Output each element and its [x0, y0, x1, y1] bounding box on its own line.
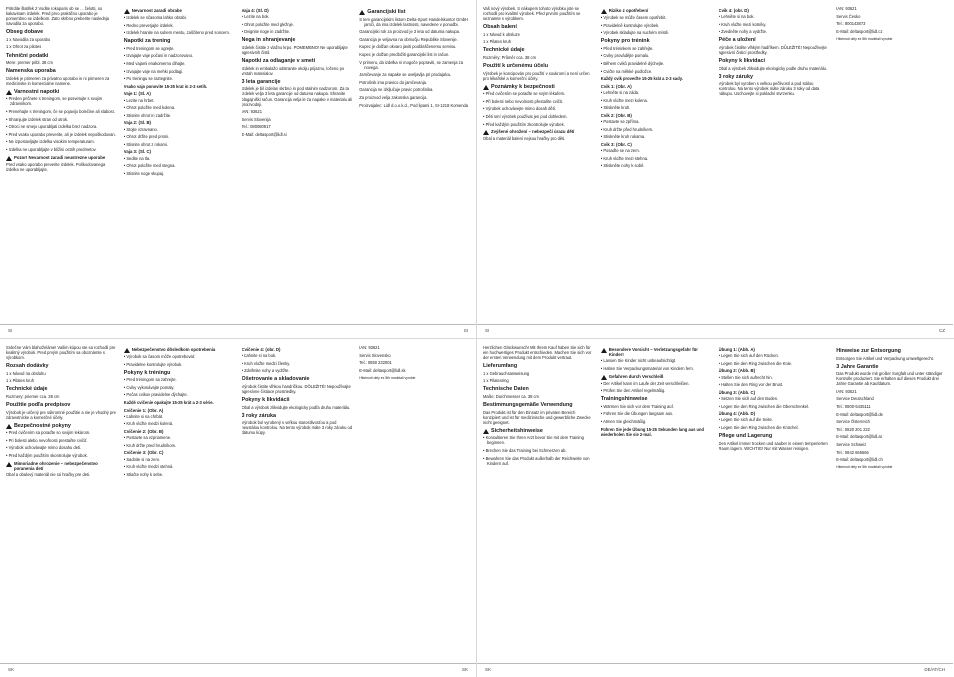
paragraph: Vsako vajo ponovite 15-25 krat in 2-3 setih. — [123, 83, 208, 89]
section-heading: Použitie podľa predpisov — [6, 402, 71, 409]
list-item: • Kruh vložte medzi kolená. — [124, 421, 235, 426]
list-item: • Pred každým použitím skontrolujte výrobok. — [6, 453, 117, 458]
list-item: • Děti smí výrobek používat jen pod dohledem. — [483, 114, 594, 119]
address-line: E-Mail: deltasport@lidl.ch — [836, 457, 883, 463]
section-heading: Pokyny k tréningu — [123, 369, 171, 376]
section-heading: Cvik 2: (Obr. B) — [600, 112, 632, 118]
intro-text: Herzlichen Glückwunsch! Mit Ihrem Kauf haben Sie sich für ein hochwertiges Produkt entschieden. Machen Sie sich vor der ersten Verwendung mit dem Produkt vertraut. — [483, 345, 592, 361]
list-item: • Kruh držte před hrudníkem. — [601, 127, 712, 132]
paragraph: Každé cvičenie opakujte 15-25 krát a 2-3 série. — [123, 399, 214, 405]
warning-heading: Bezpečnostné pokyny — [6, 423, 117, 429]
column — [601, 6, 712, 324]
list-item: • Pravidelně kontrolujte výrobek. — [601, 23, 712, 28]
list-item: 1 x Návod na obsluhu — [6, 370, 46, 376]
section-heading: Nega in shranjevanje — [241, 37, 296, 44]
list-item: • Ne izpostavljajte izdelka visokim temperaturam. — [6, 139, 117, 144]
warning-icon — [6, 156, 12, 161]
list-item: • Halten Sie den Ring vor der Brust. — [719, 382, 830, 387]
page-si-1 — [0, 0, 476, 338]
list-item: • Cviky vykonávajte pomaly. — [124, 385, 235, 390]
section-heading: Obsah balení — [483, 24, 517, 31]
section-heading: Namenska uporaba — [6, 68, 56, 75]
list-item: • Kruh vložte medzi stehná. — [124, 464, 235, 469]
service-address — [242, 117, 353, 137]
paragraph: Mere: premer pribl. 38 cm — [6, 60, 53, 66]
list-item: • Výrobek skladujte na suchém místě. — [601, 30, 712, 35]
section-heading: Péče a uložení — [718, 37, 756, 44]
address-line: Service Österreich — [836, 419, 870, 425]
section-heading: Cvičenie 4: (obr. D) — [241, 347, 281, 352]
warning-heading: Varnostni napotki — [6, 89, 117, 95]
warning-icon — [601, 375, 607, 380]
list-item: • Legen Sie den Ring zwischen die Oberschenkel. — [719, 404, 830, 409]
footer-rule — [0, 663, 476, 664]
list-item: • Po treningu se raztegnite. — [124, 76, 235, 81]
page-language-code: SI — [485, 328, 490, 333]
paragraph: Den Artikel immer trocken und sauber in einem temperierten Raum lagern. WICHTIG! Nur mit Wasser reinigen. — [718, 440, 828, 451]
ian-number: IAN: 93621 — [836, 388, 857, 394]
warning-heading: Nebezpečenstvo dôsledkom opotrebenia — [124, 347, 235, 353]
paragraph: Izdelek čistite z vlažno krpo. POMEMBNO! Ne uporabljajte agresivnih čistil. — [241, 44, 348, 56]
list-item: • Ohrot položite med kolena. — [124, 105, 235, 110]
column — [124, 6, 235, 324]
address-line: E-Mail: deltasport@lidl.cz — [836, 28, 883, 34]
section-heading: Hinweise zur Entsorgung — [836, 348, 901, 354]
list-item: 1 x Ohrot za pilotes — [6, 44, 42, 50]
paragraph: Das Produkt wurde mit großer Sorgfalt und unter ständiger Kontrolle produziert. Sie erhalten auf dieses Produkt drei Jahre Garantie ab Kaufdatum. — [836, 371, 943, 387]
warning-icon — [483, 85, 489, 90]
section-heading: Pokyny k likvidácii — [241, 397, 290, 404]
intro-text: Srdečne Vám blahoželáme! Vašim kúpou ste sa rozhodli pre kvalitný výrobok. Pred prvým použitím sa oboznámte s výrobkom. — [6, 345, 116, 361]
list-item: • Setzen Sie sich auf den Boden. — [719, 396, 830, 401]
column — [836, 6, 947, 324]
list-item: • Stiskněte kruh rukama. — [601, 134, 712, 139]
paragraph: Izdelek je bil izdelan skrbno in pod stalnim nadzorom. Za ta izdelek velja 3 leta garancije od datuma nakupa. Shranite blagajniški račun. Garancija velja le za napake v materialu ali proizvodnji. — [241, 86, 353, 107]
column — [6, 6, 117, 324]
section-heading: Napotki za trening — [123, 38, 171, 45]
list-item: • Legen Sie sich auf die Seite. — [719, 417, 830, 422]
list-item: • Stisnite noge skupaj. — [124, 171, 235, 176]
paragraph: Entsorgen Sie Artikel und Verpackung umweltgerecht. — [836, 355, 934, 361]
section-heading: Vaja 4: (Sl. D) — [241, 8, 269, 13]
section-heading: 3 roky záruky — [718, 73, 753, 80]
list-item: • Lehněte si na záda. — [601, 90, 712, 95]
list-item: • Stiskněte kruh. — [601, 105, 712, 110]
page-language-code: SK — [461, 667, 468, 672]
warning-icon — [6, 90, 12, 95]
section-heading: Technické údaje — [6, 386, 48, 393]
footer-rule — [477, 663, 953, 664]
warning-icon — [359, 10, 365, 15]
section-heading: Vaja 3: (Sl. C) — [123, 149, 151, 155]
list-item: • Posaďte se na zem. — [601, 148, 712, 153]
service-address — [359, 353, 470, 373]
column — [836, 345, 947, 663]
section-heading: Garancijski list — [359, 9, 470, 15]
paragraph: Výrobek čistěte vlhkým hadříkem. DŮLEŽITÉ! Nepoužívejte agresivní čisticí prostředky. — [718, 44, 827, 56]
section-heading: Übung 2: (Abb. B) — [718, 368, 756, 374]
list-item: • Stlačte nohy k sebe. — [124, 472, 235, 477]
list-item: • Výrobek uchovávejte mimo dosah dětí. — [483, 106, 594, 111]
list-item: S tem garancijskim listom Delta-Sport Handelskontor GmbH jamči, da ima izdelek lastnosti, navedene v ponudbi. — [359, 16, 468, 27]
list-item: • Před každým použitím zkontrolujte výrobek. — [483, 122, 594, 127]
column — [242, 345, 353, 663]
section-heading: Technische Daten — [483, 386, 529, 393]
section-heading: Napotki za odlaganje v smeti — [241, 58, 316, 65]
section-heading: Übung 3: (Abb. C) — [718, 389, 756, 395]
address-line: E-Mail: deltasport@lidl.de — [836, 411, 883, 417]
list-item: • Kruh vložte mezi kolena. — [601, 98, 712, 103]
section-heading: Cvik 4: (obr. D) — [718, 8, 749, 13]
list-item: • Během cviků pravidelně dýchejte. — [601, 61, 712, 66]
list-item: • Lehněte si na bok. — [719, 14, 830, 19]
address-line: Service Schweiz — [836, 442, 867, 448]
list-item: • Wärmen Sie sich vor dem Training auf. — [601, 404, 712, 409]
warning-icon — [124, 9, 130, 14]
list-item: • Zvedněte nohy a vydržte. — [719, 29, 830, 34]
list-item: • Postavte se zpříma. — [601, 119, 712, 124]
list-item: 1 x Pilates kruh — [6, 378, 34, 384]
service-address — [836, 14, 947, 34]
list-item: • Der Artikel kann im Laufe der Zeit verschleißen. — [601, 381, 712, 386]
intro-text: Vaš nový výrobek. S nákupem tohoto výrobku jste se rozhodli pro kvalitní výrobek. Před prvním použitím se seznamte s výrobkem. — [483, 6, 581, 22]
list-item: • Preden pričnete s treningom, se posvetujte s svojim zdravnikom. — [6, 96, 117, 106]
list-item: • Izdelek hranite na suhem mestu, zaščiteno pred soncem. — [124, 30, 235, 35]
list-item: • Ohrot držite pred prsmi. — [124, 134, 235, 139]
paragraph: Výrobok je určený pre súkromné použitie a nie je vhodný pre zdravotnícke a komerčné účely. — [6, 409, 116, 420]
section-heading: Pokyny k likvidaci — [718, 58, 765, 65]
list-item: • Izdelka ne uporabljajte v bližini ostrih predmetov. — [6, 147, 117, 152]
paragraph: Výrobek je koncipován pro použití v soukromí a není určen pro lékařské a komerční účely. — [483, 70, 590, 81]
list-item: Kupec je dolžan predložiti garancijski list in račun. — [359, 51, 450, 57]
paragraph: Izdelek in embalažo odstranite okolju prijazno, ločeno po vrstah materialov. — [241, 65, 345, 76]
list-item: Garancija je veljavna na območju Republike Slovenije. — [359, 36, 458, 42]
list-item: 1 x Pilatesring — [483, 378, 509, 384]
list-item: • Pred cvičením sa poraďte so svojim lekárom. — [6, 430, 117, 435]
service-address — [836, 396, 947, 462]
list-item: • Legen Sie sich auf den Rücken. — [719, 353, 830, 358]
list-item: • Prüfen Sie den Artikel regelmäßig. — [601, 388, 712, 393]
column — [242, 6, 353, 324]
list-item: • Postavte sa vzpriamene. — [124, 435, 235, 440]
warning-icon — [601, 9, 607, 14]
warning-icon — [483, 429, 489, 434]
list-item: • Bewahren Sie das Produkt außerhalb der Reichweite von Kindern auf. — [483, 456, 594, 466]
list-item: 1 x Gebrauchsanweisung — [483, 370, 530, 376]
footer-rule — [0, 324, 476, 325]
list-item: 1 x Návod k obsluze — [483, 31, 520, 37]
section-heading: Pflege und Lagerung — [718, 433, 773, 440]
column — [483, 345, 594, 663]
section-heading: Rozsah dodávky — [6, 363, 49, 370]
list-item: Potrošnik ima pravico do jamčevanja. — [359, 79, 428, 85]
list-item: • Prenehajte s treningom, če se pojavijo bolečine ali slabost. — [6, 109, 117, 114]
list-item: • Stiskněte nohy k sobě. — [601, 163, 712, 168]
list-item: • Pred vsako uporabo preverite, ali je izdelek nepoškodovan. — [6, 132, 117, 137]
list-item: • Legen Sie den Ring zwischen die Knie. — [719, 361, 830, 366]
section-heading: Cvik 1: (Obr. A) — [600, 83, 632, 89]
section-heading: Použití k určenému účelu — [483, 63, 549, 70]
section-heading: Cvik 3: (Obr. C) — [600, 141, 632, 147]
list-item: • Halten Sie Verpackungsmaterial von Kindern fern. — [601, 366, 712, 371]
paragraph: Každý cvik proveďte 15-25 krát a 2-3 sady. — [600, 76, 683, 82]
section-heading: 3 roky záruka — [241, 412, 276, 419]
page-de-1 — [477, 339, 953, 677]
warning-icon — [483, 130, 489, 135]
page-cz-1 — [477, 0, 953, 338]
list-item: • Shranjujte izdelek stran od otrok. — [6, 117, 117, 122]
section-heading: Vaje 1: (Sl. A) — [123, 91, 151, 97]
ian-number: IAN: 93621 — [836, 6, 857, 11]
address-line: Tel.: 0842 665566 — [836, 449, 869, 455]
list-item: • Ľahnite si na bok. — [242, 353, 353, 358]
intro-text: Pritrdite šlatifek 2 Vodite rokoparis ob se ... čelotti, so kakavinam izdelek. Pred prvo praktično uporabo je pomembno se izdelkom. Zato skrbno preberite naslednja navodila za uporabo. — [6, 6, 110, 27]
paragraph: Výrobok bol vyrobený s veľkou starostlivosťou a pod neustálou kontrolou. Na tento výrobok máte 3 roky záruku od dátumu kúpy. — [241, 420, 353, 436]
list-item: • Ľahnite si na chrbát. — [124, 414, 235, 419]
column — [601, 345, 712, 663]
list-item: • Ohrot položite med gležnje. — [242, 22, 353, 27]
list-item: • Kruh vložte mezi stehna. — [601, 156, 712, 161]
warning-heading: Riziko z opotřebení — [601, 8, 712, 14]
list-item: • Stisnite ohrot z rokami. — [124, 142, 235, 147]
page-language-code: SK — [485, 667, 492, 672]
list-item: • Kruh držte pred hrudníkom. — [124, 443, 235, 448]
warning-icon — [6, 424, 12, 429]
list-item: • Stisnite ohrot in zadržite. — [124, 113, 235, 118]
list-item: Za proizvod velja zakonska garancija. — [359, 95, 428, 101]
footer-rule — [477, 324, 953, 325]
list-item: • Dvignite noge in zadržite. — [242, 29, 353, 34]
section-heading: 3 leta garancije — [241, 78, 281, 85]
column — [124, 345, 235, 663]
warning-icon — [6, 462, 12, 467]
page-sk-1 — [0, 339, 476, 677]
column — [359, 345, 470, 663]
address-line: Tel.: 0800-5435111 — [836, 404, 871, 410]
list-item: Kupec je dolžan okvaro javiti pooblaščenemu servisu. — [359, 44, 457, 50]
paragraph: Rozmery: priemer cca. 38 cm — [6, 393, 60, 399]
list-item: • Sedite na tla. — [124, 156, 235, 161]
section-heading: Technické údaje — [483, 47, 525, 54]
list-item: • Ohrot položite med stegna. — [124, 163, 235, 168]
paragraph: Obal a výrobok zlikvidujte ekologicky podľa druhu materiálu. — [241, 404, 351, 410]
warning-heading: Sicherheitshinweise — [483, 428, 594, 434]
list-item: V primeru, da izdelka ni mogoče popraviti, se zamenja za novega. — [359, 59, 464, 70]
address-line: Service Deutschland — [836, 396, 874, 402]
column — [6, 345, 117, 663]
list-item: • Před cvičením se poraďte se svým lékařem. — [483, 91, 594, 96]
paragraph: Výrobok čistite vlhkou handričkou. DÔLEŽITÉ! Nepoužívajte agresívne čistiace prostriedky. — [241, 383, 351, 395]
list-item: 1 x Pilates kruh — [483, 39, 511, 45]
list-item: • Při bolesti nebo nevolnosti přestaňte cvičit. — [483, 99, 594, 104]
address-line: Tel.: 0850 232001 — [359, 360, 392, 366]
column — [483, 6, 594, 324]
address-line: E-Mail: deltasport@lidl.si — [241, 132, 287, 138]
list-item: • Redno preverjajte izdelek. — [124, 23, 235, 28]
warning-icon — [601, 348, 607, 353]
list-item: • Výrobok uchovávajte mimo dosahu detí. — [6, 445, 117, 450]
paragraph: Obal a materiál balení nejsou hračky pro děti. — [483, 136, 566, 142]
section-heading: Vaja 2: (Sl. B) — [123, 120, 151, 126]
address-line: Servis Slovensko — [359, 352, 391, 358]
list-item: • Kruh vložte medzi členky. — [242, 361, 353, 366]
address-line: E-Mail: deltasport@lidl.at — [836, 434, 882, 440]
section-heading: Cvičenie 1: (Obr. A) — [123, 407, 164, 413]
address-line: Tel.: 080080917 — [241, 124, 271, 130]
list-item: • Legen Sie den Ring zwischen die Knöchel. — [719, 425, 830, 430]
fine-print: Hitshnutí dely ex 5th modelali vyrobie — [359, 375, 416, 380]
manufacturer-note: Proizvajalec: Lidl d.o.o.k.d., Pod lipami 1, SI-1218 Komenda — [359, 102, 469, 108]
list-item: 1 x Navodila za uporabo — [6, 36, 51, 42]
warning-heading: Pozor! Nevarnost zaradi neustrezne uporabe — [6, 155, 117, 161]
list-item: • Před tréninkem se zahřejte. — [601, 46, 712, 51]
fine-print: Hitshnutí dely ex 5th modelali vyrobie — [836, 465, 893, 470]
page-language-code: SI — [8, 328, 13, 333]
list-item: • Führen Sie die Übungen langsam aus. — [601, 411, 712, 416]
paragraph: Obal a výrobek zlikvidujte ekologicky podle druhu materiálu. — [718, 65, 828, 71]
list-item: • Med vajami enakomerno dihajte. — [124, 61, 235, 66]
warning-heading: Nevarnost zaradi obrabe — [124, 8, 235, 14]
address-line: E-Mail: deltasport@lidl.sk — [359, 367, 406, 373]
fine-print: Hitshnutí dely ex 5th modelali vyrobie — [836, 36, 893, 41]
list-item: • Výrobok sa časom môže opotrebovať. — [124, 354, 235, 359]
section-heading: 3 Jahre Garantie — [836, 363, 879, 370]
section-heading: Ošetrovanie a skladovanie — [241, 376, 310, 383]
list-item: • Lassen Sie Kinder nicht unbeaufsichtigt. — [601, 358, 712, 363]
section-heading: Bestimmungsgemäße Verwendung — [483, 402, 573, 409]
list-item: • Lezite na bok. — [242, 14, 353, 19]
list-item: • Stojte vzravnano. — [124, 127, 235, 132]
section-heading: Pokyny pro trénink — [600, 38, 650, 45]
list-item: • Cviky provádějte pomalu. — [601, 53, 712, 58]
page-language-code: SK — [8, 667, 15, 672]
column — [719, 6, 830, 324]
warning-heading: Besondere Vorsicht – Verletzungsgefahr für Kinder! — [601, 347, 712, 357]
list-item: • Počas cvikov pravidelne dýchajte. — [124, 392, 235, 397]
ian-number: IAN: 93621 — [359, 345, 380, 350]
list-item: • Stellen Sie sich aufrecht hin. — [719, 375, 830, 380]
section-heading: Übung 4: (Abb. D) — [718, 411, 756, 417]
address-line: Servis Česko — [836, 13, 861, 19]
list-item: • Otroci ne smejo uporabljati izdelka brez nadzora. — [6, 124, 117, 129]
warning-heading: Zvýšené ohrožení – nebezpečí úrazu dětí — [483, 129, 594, 135]
paragraph: Rozměry: Průměr cca. 38 cm — [483, 54, 537, 60]
paragraph: Výrobek byl vyroben s velkou pečlivostí a pod stálou kontrolou. Na tento výrobek máte záruku 3 roky od data nákupu. Uschovejte si pokladní stvrzenku. — [718, 81, 820, 97]
list-item: • Konsultieren Sie Ihren Arzt bevor Sie mit dem Training beginnen. — [483, 435, 594, 445]
list-item: • Sadnite si na zem. — [124, 457, 235, 462]
section-heading: Tehnični podatki — [6, 52, 49, 59]
list-item: • Brechen Sie das Training bei Schmerzen ab. — [483, 448, 594, 453]
page-language-code: SI — [463, 328, 468, 333]
warning-icon — [124, 348, 130, 353]
list-item: • Pravidelne kontrolujte výrobok. — [124, 362, 235, 367]
address-line: Servis Slovenija — [241, 116, 271, 122]
section-heading: Übung 1: (Abb. A) — [718, 347, 755, 352]
list-item: • Cvičte na měkké podložce. — [601, 69, 712, 74]
list-item: Garancijski rok za proizvod je 3 leta od datuma nakupa. — [359, 29, 461, 35]
list-item: • Pri bolesti alebo nevoľnosti prestaňte cvičiť. — [6, 438, 117, 443]
list-item: • Atmen Sie gleichmäßig. — [601, 419, 712, 424]
list-item: • Výrobek se může časem opotřebit. — [601, 15, 712, 20]
paragraph: Maße: Durchmesser ca. 38 cm — [483, 393, 539, 399]
paragraph: Izdelek je primeren za privatno uporabo in ni primeren za medicinske in komercialne namene. — [6, 75, 110, 86]
list-item: Jamčevanje za napake se uveljavlja pri prodajalcu. — [359, 72, 452, 78]
warning-heading: Poznámky k bezpečnosti — [483, 84, 594, 90]
ian-number: IAN: 93621 — [241, 109, 262, 115]
page-language-code: DE/AT/CH — [924, 667, 945, 672]
page-language-code: CZ — [939, 328, 945, 333]
warning-heading: Gefahren durch Verschleiß — [601, 374, 712, 380]
paragraph: Das Produkt ist für den Einsatz im privaten Bereich konzipiert und ist für medizinische und gewerbliche Zwecke nicht geeignet. — [483, 409, 591, 425]
list-item: • Pred tréningom sa zahrejte. — [124, 377, 235, 382]
section-heading: Trainingshinweise — [600, 396, 648, 403]
list-item: • Izdelek se sčasoma lahko obrabi. — [124, 15, 235, 20]
list-item: • Pred treningom se ogrejte. — [124, 46, 235, 51]
column — [359, 6, 470, 324]
list-item: • Izvajajte vaje na mehki podlagi. — [124, 69, 235, 74]
list-item: • Kruh vložte mezi kotníky. — [719, 22, 830, 27]
list-item: Garancija ne izključuje pravic potrošnika. — [359, 87, 434, 93]
paragraph: Pred vsako uporabo preverite izdelek. Poškodovanega izdelka ne uporabljajte. — [6, 161, 106, 172]
section-heading: Cvičenie 3: (Obr. C) — [123, 450, 164, 456]
column — [719, 345, 830, 663]
list-item: • Zdvihnite nohy a vydržte. — [242, 368, 353, 373]
paragraph: Obal a obalový materiál nie sú hračky pre deti. — [6, 472, 91, 478]
address-line: Tel.: 0820 201 222 — [836, 426, 870, 432]
section-heading: Cvičenie 2: (Obr. B) — [123, 428, 164, 434]
paragraph: Führen Sie jede Übung 15-25 Sekunden lang aus und wiederholen Sie sie 2-mal. — [600, 426, 705, 437]
section-heading: Lieferumfang — [483, 363, 518, 370]
address-line: Tel.: 800143873 — [836, 21, 866, 27]
section-heading: Obseg dobave — [6, 29, 44, 36]
list-item: • Lezite na hrbet. — [124, 98, 235, 103]
list-item: • Izvajajte vaje počasi in nadzorovano. — [124, 53, 235, 58]
warning-heading: Mimoriadne ohrozenie – nebezpečenstvo poranenia detí — [6, 461, 117, 471]
